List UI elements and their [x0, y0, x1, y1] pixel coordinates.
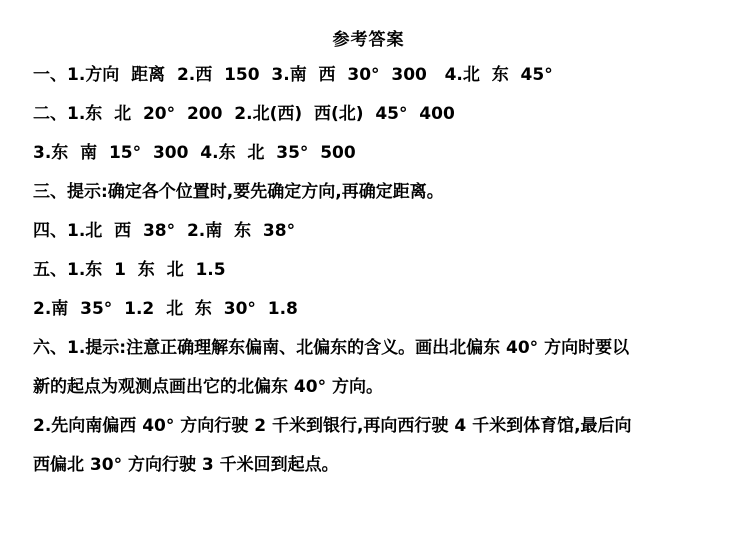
- answer-line-10: 2.先向南偏西 40° 方向行驶 2 千米到银行,再向西行驶 4 千米到体育馆,最后向: [33, 416, 632, 436]
- answer-line-11: 西偏北 30° 方向行驶 3 千米回到起点。: [33, 455, 339, 475]
- answer-line-8: 六、1.提示:注意正确理解东偏南、北偏东的含义。画出北偏东 40° 方向时要以: [33, 338, 630, 358]
- answer-line-9: 新的起点为观测点画出它的北偏东 40° 方向。: [33, 377, 383, 397]
- answer-line-4: 三、提示:确定各个位置时,要先确定方向,再确定距离。: [33, 182, 444, 202]
- answer-line-7: 2.南 35° 1.2 北 东 30° 1.8: [33, 299, 298, 319]
- answer-line-2: 二、1.东 北 20° 200 2.北(西) 西(北) 45° 400: [33, 104, 455, 124]
- answer-line-6: 五、1.东 1 东 北 1.5: [33, 260, 226, 280]
- answer-line-3: 3.东 南 15° 300 4.东 北 35° 500: [33, 143, 356, 163]
- answer-line-1: 一、1.方向 距离 2.西 150 3.南 西 30° 300 4.北 东 45°: [33, 65, 553, 85]
- answer-line-5: 四、1.北 西 38° 2.南 东 38°: [33, 221, 296, 241]
- page-title: 参考答案: [332, 30, 405, 50]
